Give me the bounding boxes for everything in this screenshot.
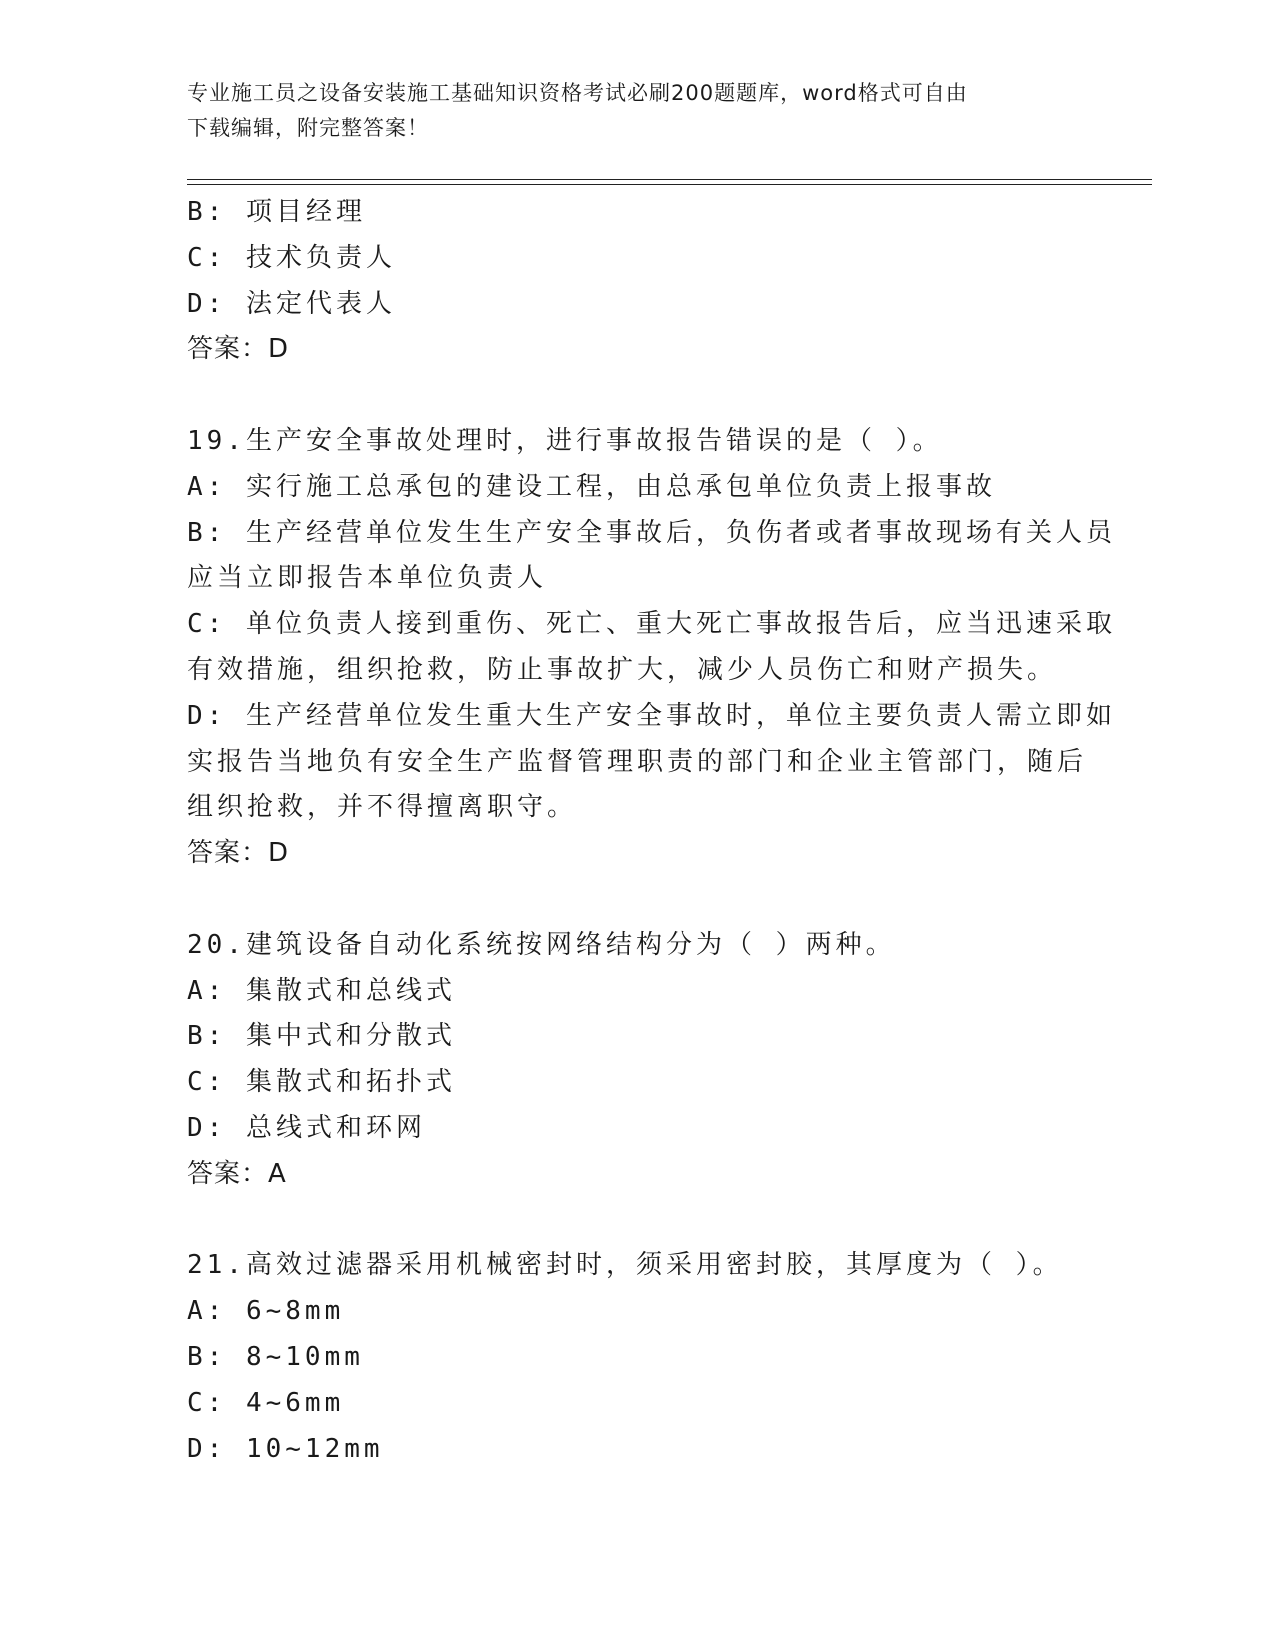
header-rule-top: [187, 179, 1152, 180]
question-19-option-d-line-2: 实报告当地负有安全生产监督管理职责的部门和企业主管部门，随后: [187, 746, 1088, 777]
spacer: [187, 1198, 1087, 1244]
question-19-option-d-line-3: 组织抢救，并不得擅离职守。: [187, 792, 578, 823]
spacer: [187, 877, 1087, 923]
question-21-stem: 21.高效过滤器采用机械密封时，须采用密封胶，其厚度为（ ）。: [187, 1250, 1063, 1281]
question-19-option-a: A: 实行施工总承包的建设工程，由总承包单位负责上报事故: [187, 471, 996, 502]
header-title-line-1: 专业施工员之设备安装施工基础知识资格考试必刷200题题库，word格式可自由: [187, 81, 968, 105]
document-header: [187, 76, 1067, 146]
question-20-option-a: A: 集散式和总线式: [187, 975, 456, 1006]
question-20-option-b: B: 集中式和分散式: [187, 1021, 456, 1052]
header-title-line-2: 下载编辑，附完整答案！: [187, 116, 429, 140]
question-20-option-d: D: 总线式和环网: [187, 1112, 426, 1143]
prev-option-c: C: 技术负责人: [187, 242, 396, 273]
question-21-option-c: C: 4~6mm: [187, 1387, 345, 1418]
question-19-answer: 答案：D: [187, 838, 290, 869]
question-19-option-d-line-1: D: 生产经营单位发生重大生产安全事故时，单位主要负责人需立即如: [187, 700, 1116, 731]
question-21-option-d: D: 10~12mm: [187, 1433, 384, 1464]
question-19-option-b-line-2: 应当立即报告本单位负责人: [187, 563, 548, 594]
prev-option-d: D: 法定代表人: [187, 288, 396, 319]
prev-answer: 答案：D: [187, 334, 290, 365]
question-19-block: [187, 419, 1116, 877]
question-21-block: [187, 1243, 1087, 1472]
question-19-stem: 19.生产安全事故处理时，进行事故报告错误的是（ ）。: [187, 425, 943, 456]
question-20-option-c: C: 集散式和拓扑式: [187, 1067, 456, 1098]
question-21-option-a: A: 6~8mm: [187, 1296, 345, 1327]
spacer: [187, 373, 1087, 419]
prev-option-b: B: 项目经理: [187, 197, 366, 227]
question-19-option-c-line-2: 有效措施，组织抢救，防止事故扩大，减少人员伤亡和财产损失。: [187, 654, 1058, 685]
prev-question-block: [187, 190, 1087, 373]
question-20-stem: 20.建筑设备自动化系统按网络结构分为（ ）两种。: [187, 929, 896, 960]
question-20-block: [187, 923, 1087, 1198]
question-20-answer: 答案：A: [187, 1158, 287, 1189]
question-19-option-c-line-1: C: 单位负责人接到重伤、死亡、重大死亡事故报告后，应当迅速采取: [187, 609, 1116, 640]
question-content: [187, 190, 1116, 1472]
header-rule-bottom: [187, 184, 1152, 185]
question-19-option-b-line-1: B: 生产经营单位发生生产安全事故后，负伤者或者事故现场有关人员: [187, 517, 1116, 548]
question-21-option-b: B: 8~10mm: [187, 1341, 364, 1372]
